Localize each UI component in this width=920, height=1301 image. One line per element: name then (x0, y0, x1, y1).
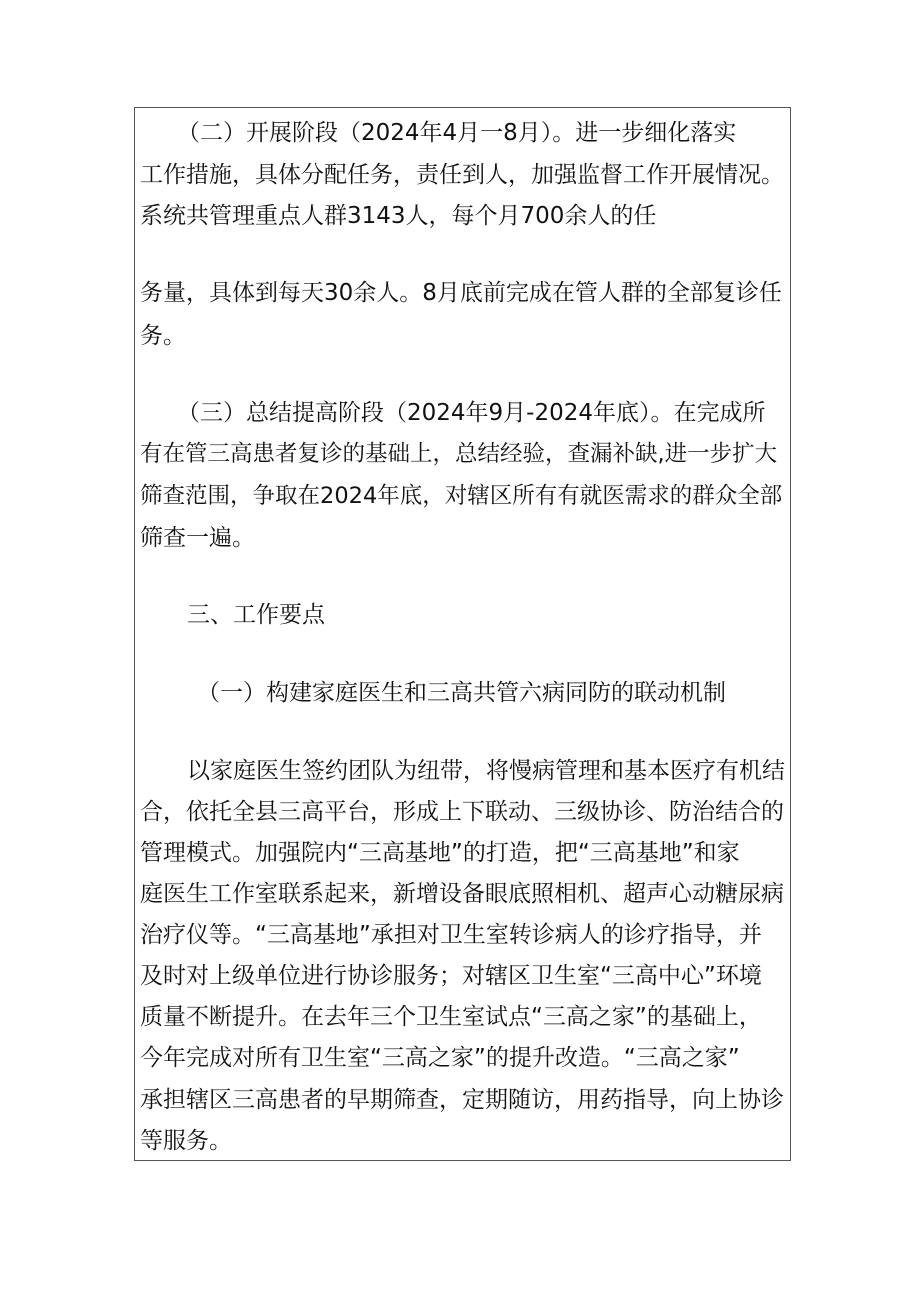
body-line-5: 治疗仪等。“三高基地”承担对卫生室转诊病人的诊疗指导，并 (140, 922, 762, 948)
stage-two-line-4: 务量，具体到每天30余人。8月底前完成在管人群的全部复诊任 (140, 280, 782, 306)
body-line-2: 合，依托全县三高平台，形成上下联动、三级协诊、防治结合的 (140, 799, 784, 825)
stage-three-line-3: 筛查范围，争取在2024年底，对辖区所有有就医需求的群众全部 (140, 483, 783, 509)
stage-two-line-5: 务。 (140, 323, 186, 349)
body-line-7: 质量不断提升。在去年三个卫生室试点“三高之家”的基础上， (140, 1004, 762, 1030)
section-heading: 三、工作要点 (187, 602, 325, 628)
body-line-10: 等服务。 (140, 1128, 232, 1154)
subsection-heading: （一）构建家庭医生和三高共管六病同防的联动机制 (197, 680, 726, 706)
body-line-8: 今年完成对所有卫生室“三高之家”的提升改造。“三高之家” (140, 1045, 740, 1071)
body-line-6: 及时对上级单位进行协诊服务；对辖区卫生室“三高中心”环境 (140, 963, 762, 989)
stage-three-line-4: 筛查一遍。 (140, 525, 255, 551)
body-line-4: 庭医生工作室联系起来，新增设备眼底照相机、超声心动糖尿病 (140, 881, 784, 907)
stage-two-line-2: 工作措施，具体分配任务，责任到人，加强监督工作开展情况。 (140, 162, 784, 188)
stage-three-line-1: （三）总结提高阶段（2024年9月-2024年底）。在完成所 (177, 400, 766, 426)
stage-three-line-2: 有在管三高患者复诊的基础上，总结经验，查漏补缺,进一步扩大 (140, 441, 778, 467)
body-line-9: 承担辖区三高患者的早期筛查，定期随访，用药指导，向上协诊 (140, 1087, 784, 1113)
stage-two-line-1: （二）开展阶段（2024年4月一8月）。进一步细化落实 (177, 120, 737, 146)
body-line-3: 管理模式。加强院内“三高基地”的打造，把“三高基地”和家 (140, 840, 740, 866)
body-line-1: 以家庭医生签约团队为纽带，将慢病管理和基本医疗有机结 (187, 758, 785, 784)
stage-two-line-3: 系统共管理重点人群3143人，每个月700余人的任 (140, 203, 657, 229)
